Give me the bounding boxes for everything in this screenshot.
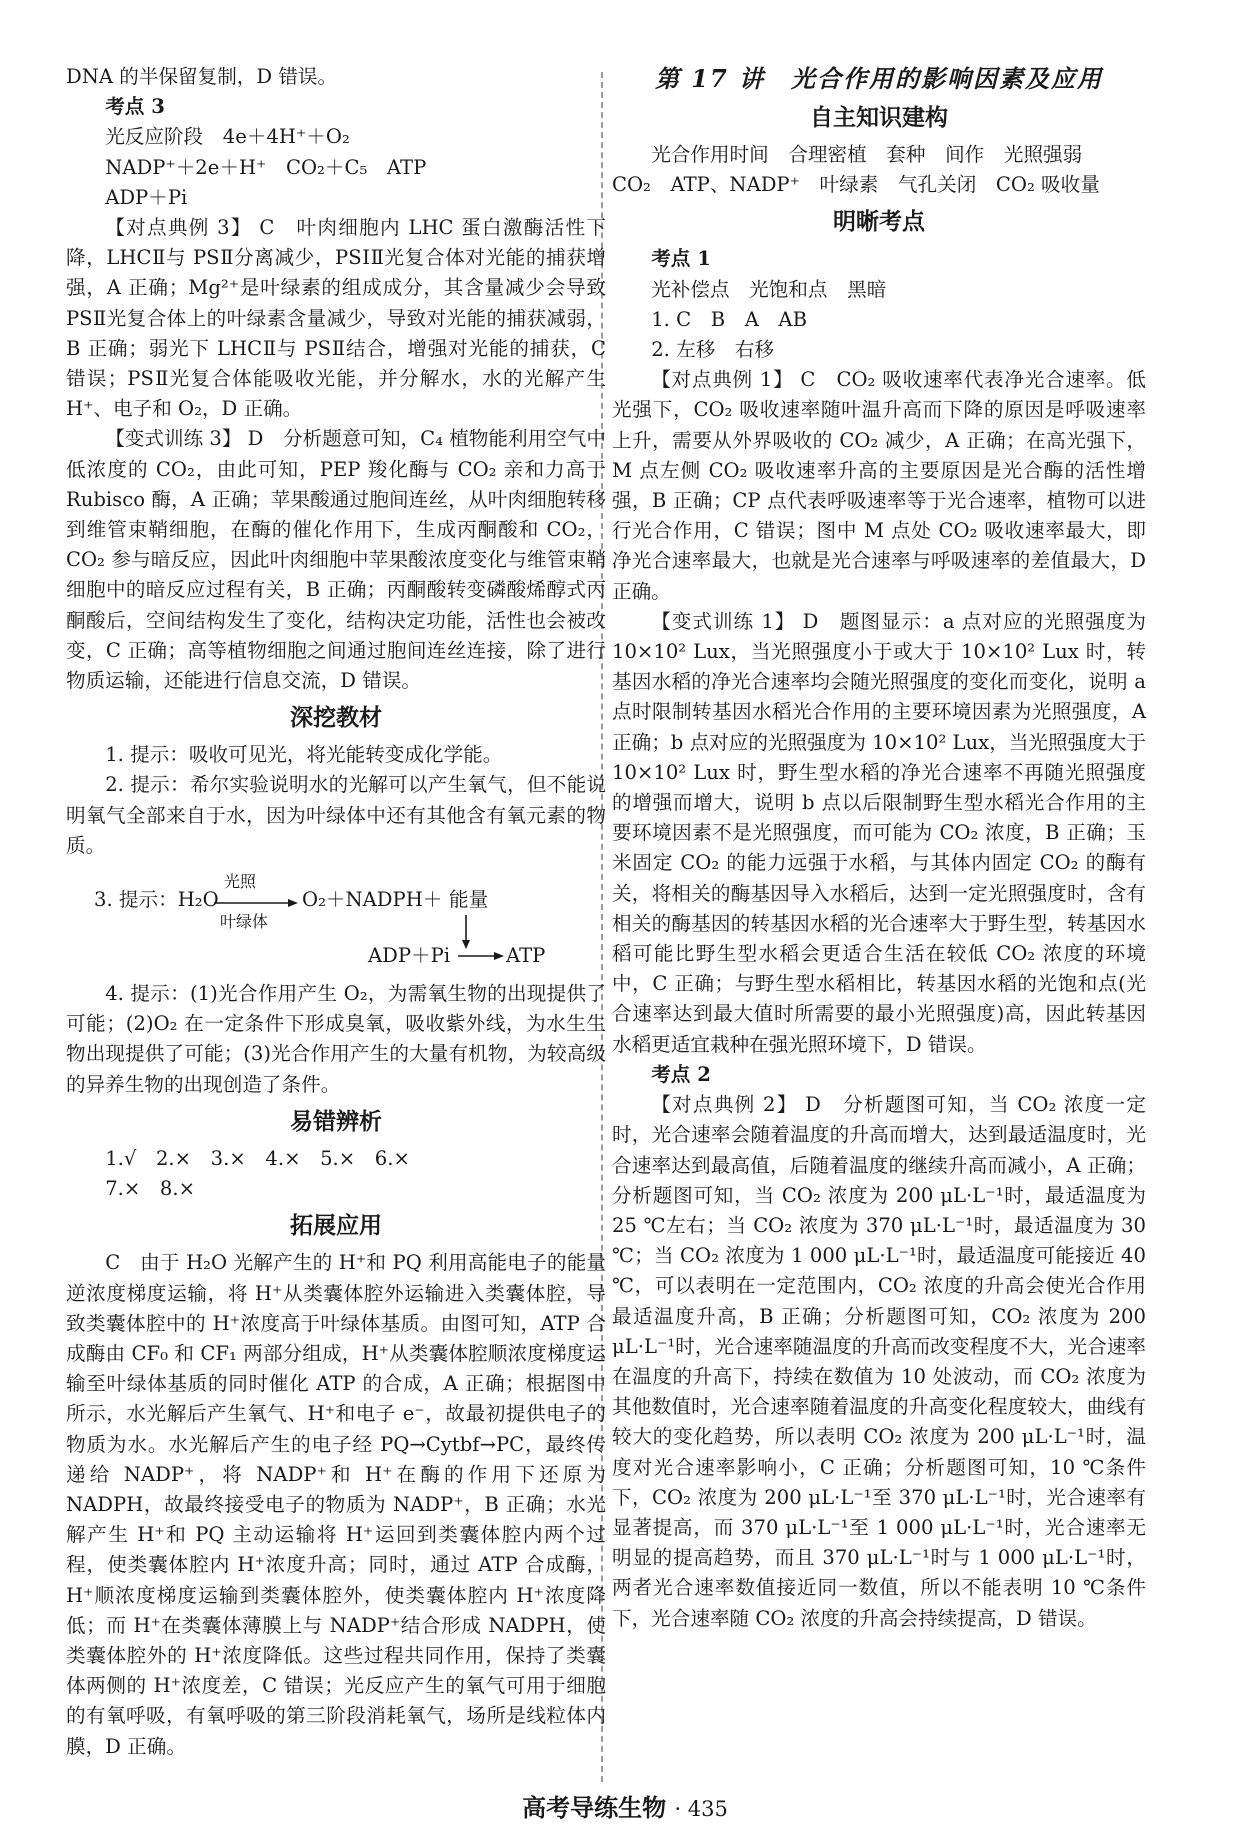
section-heading-mingxi: 明晰考点: [833, 208, 925, 236]
kaodian-2-heading: 考点 2: [651, 1062, 711, 1086]
zizhu-line-1: 光合作用时间 合理密植 套种 间作 光照强弱: [651, 143, 1083, 166]
arrow-label-bottom: 叶绿体: [220, 912, 269, 932]
section-heading-yicuo: 易错辨析: [290, 1107, 382, 1135]
shenwa-item-1: 1. 提示：吸收可见光，将光能转变成化学能。: [105, 743, 503, 767]
duidian-example-2: 【对点典例 2】 D 分析题图可知，当 CO₂ 浓度一定时，光合速率会随着温度的升高而增大，达到最适温度时，光合速率达到最高值，后随着温度的继续升高而减小，A 正确；分析题图可知，当 CO₂ 浓度为 200 μL·L⁻¹时，最适温度为 25 ℃左右；当 CO₂ 浓度为 370 μL·L⁻¹时，最适温度为 30 ℃；当 CO₂ 浓度为 1 000 μL·L⁻¹时，最适温度可能接近 40 ℃，可以表明在一定范围内，CO₂ 浓度的升高会使光合作用最适温度升高，B 正确；分析题图可知，CO₂ 浓度为 200 μL·L⁻¹时，光合速率随温度的升高而改变程度不大，光合速率在温度的升高下，持续在数值为 10 处波动，而 CO₂ 浓度为其他数值时，光合速率随着温度的升高变化程度较大，曲线有较大的变化趋势，所以表明 CO₂ 浓度为 200 μL·L⁻¹时，温度对光合速率影响小，C 正确；分析题图可知，10 ℃条件下，CO₂ 浓度为 200 μL·L⁻¹至 370 μL·L⁻¹时，光合速率有显著提高，而 370 μL·L⁻¹至 1 000 μL·L⁻¹时，光合速率无明显的提高趋势，而且 370 μL·L⁻¹时与 1 000 μL·L⁻¹时，两者光合速率数值接近同一数值，所以不能表明 10 ℃条件下，光合速率随 CO₂ 浓度的升高会持续提高，D 错误。: [612, 1093, 1146, 1630]
kaodian-1-heading: 考点 1: [651, 247, 711, 271]
equation-prefix: 3. 提示：H₂O: [94, 888, 219, 912]
section-heading-shenwa: 深挖教材: [290, 704, 382, 732]
shenwa-item-2: 2. 提示：希尔实验说明水的光解可以产生氧气，但不能说明氧气全部来自于水，因为叶绿体中还有其他含有氧元素的物质。: [66, 773, 606, 857]
down-arrow-icon: [460, 915, 472, 949]
equation-products: O₂＋NADPH＋: [302, 888, 443, 912]
page-footer: [0, 1788, 1250, 1823]
section-heading-zizhu: 自主知识建构: [810, 104, 948, 131]
kaodian-1-line-2: 1. C B A AB: [651, 307, 807, 331]
zizhu-line-2: CO₂ ATP、NADP⁺ 叶绿素 气孔关闭 CO₂ 吸收量: [612, 173, 1100, 197]
kaodian-3-heading: 考点 3: [105, 95, 165, 119]
light-reaction-equation: [66, 861, 606, 979]
atp-arrow-icon: [458, 950, 504, 962]
kaodian-3-line-3: ADP＋Pi: [105, 185, 188, 209]
bianshi-training-3: 【变式训练 3】 D 分析题意可知，C₄ 植物能利用空气中低浓度的 CO₂，由此可知，PEP 羧化酶与 CO₂ 亲和力高于 Rubisco 酶，A 正确；苹果酸通过胞间连丝，从叶肉细胞转移到维管束鞘细胞，在酶的催化作用下，生成丙酮酸和 CO₂，CO₂ 参与暗反应，因此叶肉细胞中苹果酸浓度变化与维管束鞘细胞中的暗反应过程有关，B 正确；丙酮酸转变磷酸烯醇式丙酮酸后，空间结构发生了变化，结构决定功能，活性也会被改变，C 正确；高等植物细胞之间通过胞间连丝连接，除了进行物质运输，还能进行信息交流，D 错误。: [66, 427, 606, 693]
intro-text: DNA 的半保留复制，D 错误。: [66, 65, 338, 88]
kaodian-3-line-1: 光反应阶段 4e＋4H⁺＋O₂: [105, 125, 350, 149]
tuozhan-answer: C 由于 H₂O 光解产生的 H⁺和 PQ 利用高能电子的能量逆浓度梯度运输，将 H⁺从类囊体腔外运输进入类囊体腔，导致类囊体腔中的 H⁺浓度高于叶绿体基质。由图可知，ATP 合成酶由 CF₀ 和 CF₁ 两部分组成，H⁺从类囊体腔顺浓度梯度运输至叶绿体基质的同时催化 ATP 的合成，A 正确；根据图中所示，水光解后产生氧气、H⁺和电子 e⁻，故最初提供电子的物质为水。水光解后产生的电子经 PQ→Cytbf→PC，最终传递给 NADP⁺，将 NADP⁺和 H⁺在酶的作用下还原为 NADPH，故最终接受电子的物质为 NADP⁺，B 正确；水光解产生 H⁺和 PQ 主动运输将 H⁺运回到类囊体腔内两个过程，使类囊体腔内 H⁺浓度升高；同时，通过 ATP 合成酶，H⁺顺浓度梯度运输到类囊体腔外，使类囊体腔内 H⁺浓度降低；而 H⁺在类囊体薄膜上与 NADP⁺结合形成 NADPH，使类囊体腔外的 H⁺浓度降低。这些过程共同作用，保持了类囊体两侧的 H⁺浓度差，C 错误；光反应产生的氧气可用于细胞的有氧呼吸，有氧呼吸的第三阶段消耗氧气，场所是线粒体内膜，D 正确。: [66, 1251, 606, 1758]
page-number: · 435: [674, 1797, 728, 1821]
section-heading-tuozhan: 拓展应用: [290, 1212, 382, 1240]
arrow-label-top: 光照: [224, 872, 257, 892]
kaodian-1-line-3: 2. 左移 右移: [651, 338, 775, 362]
atp-label: ATP: [506, 944, 546, 968]
energy-label: 能量: [449, 888, 489, 912]
left-column: [66, 62, 606, 1762]
kaodian-3-line-2: NADP⁺＋2e＋H⁺ CO₂＋C₅ ATP: [105, 155, 427, 179]
duidian-example-1: 【对点典例 1】 C CO₂ 吸收速率代表净光合速率。低光强下，CO₂ 吸收速率随叶温升高而下降的原因是呼吸速率上升，需要从外界吸收的 CO₂ 减少，A 正确；在高光强下，M 点左侧 CO₂ 吸收速率升高的主要原因是光合酶的活性增强，B 正确；CP 点代表呼吸速率等于光合速率，植物可以进行光合作用，C 错误；图中 M 点处 CO₂ 吸收速率最大，即净光合速率最大，也就是光合速率与呼吸速率的差值最大，D 正确。: [612, 368, 1146, 603]
adp-label: ADP＋Pi: [368, 944, 451, 968]
shenwa-item-4: 4. 提示：(1)光合作用产生 O₂，为需氧生物的出现提供了可能；(2)O₂ 在一定条件下形成臭氧，吸收紫外线，为水生生物出现提供了可能；(3)光合作用产生的大量有机物，为较高级的异养生物的出现创造了条件。: [66, 982, 606, 1096]
yicuo-answers-line-2: 7.× 8.×: [105, 1177, 196, 1201]
yicuo-answers-line-1: 1.√ 2.× 3.× 4.× 5.× 6.×: [105, 1146, 410, 1170]
bianshi-training-1: 【变式训练 1】 D 题图显示：a 点对应的光照强度为 10×10² Lux，当光照强度小于或大于 10×10² Lux 时，转基因水稻的净光合速率均会随光照强度的变化而变化，说明 a 点时限制转基因水稻光合作用的主要环境因素为光照强度，A 正确；b 点对应的光照强度为 10×10² Lux，当光照强度大于 10×10² Lux 时，野生型水稻的净光合速率不再随光照强度的增强而增大，说明 b 点以后限制野生型水稻光合作用的主要环境因素不是光照强度，而可能为 CO₂ 浓度，B 正确；玉米固定 CO₂ 的能力远强于水稻，与其体内固定 CO₂ 的酶有关，将相关的酶基因导入水稻后，达到一定光照强度时，含有相关的酶基因的转基因水稻的光合速率大于野生型，转基因水稻可能比野生型水稻会更适合生活在较低 CO₂ 浓度的环境中，C 正确；与野生型水稻相比，转基因水稻的光饱和点(光合速率达到最大值时所需要的最小光照强度)高，因此转基因水稻更适宜栽种在强光照环境下，D 错误。: [612, 609, 1146, 1056]
book-title: 高考导练生物: [522, 1793, 667, 1822]
lecture-title: 第 17 讲 光合作用的影响因素及应用: [654, 64, 1104, 93]
right-column: [612, 62, 1146, 1634]
kaodian-1-line-1: 光补偿点 光饱和点 黑暗: [651, 277, 887, 301]
duidian-example-3: 【对点典例 3】 C 叶肉细胞内 LHC 蛋白激酶活性下降，LHCⅡ与 PSⅡ分离减少，PSⅠⅡ光复合体对光能的捕获增强，A 正确；Mg²⁺是叶绿素的组成成分，其含量减少会导致 PSⅡ光复合体上的叶绿素含量减少，导致对光能的捕获减弱，B 正确；弱光下 LHCⅡ与 PSⅡ结合，增强对光能的捕获，C 错误；PSⅡ光复合体能吸收光能，并分解水，水的光解产生 H⁺、电子和 O₂，D 正确。: [66, 216, 606, 421]
